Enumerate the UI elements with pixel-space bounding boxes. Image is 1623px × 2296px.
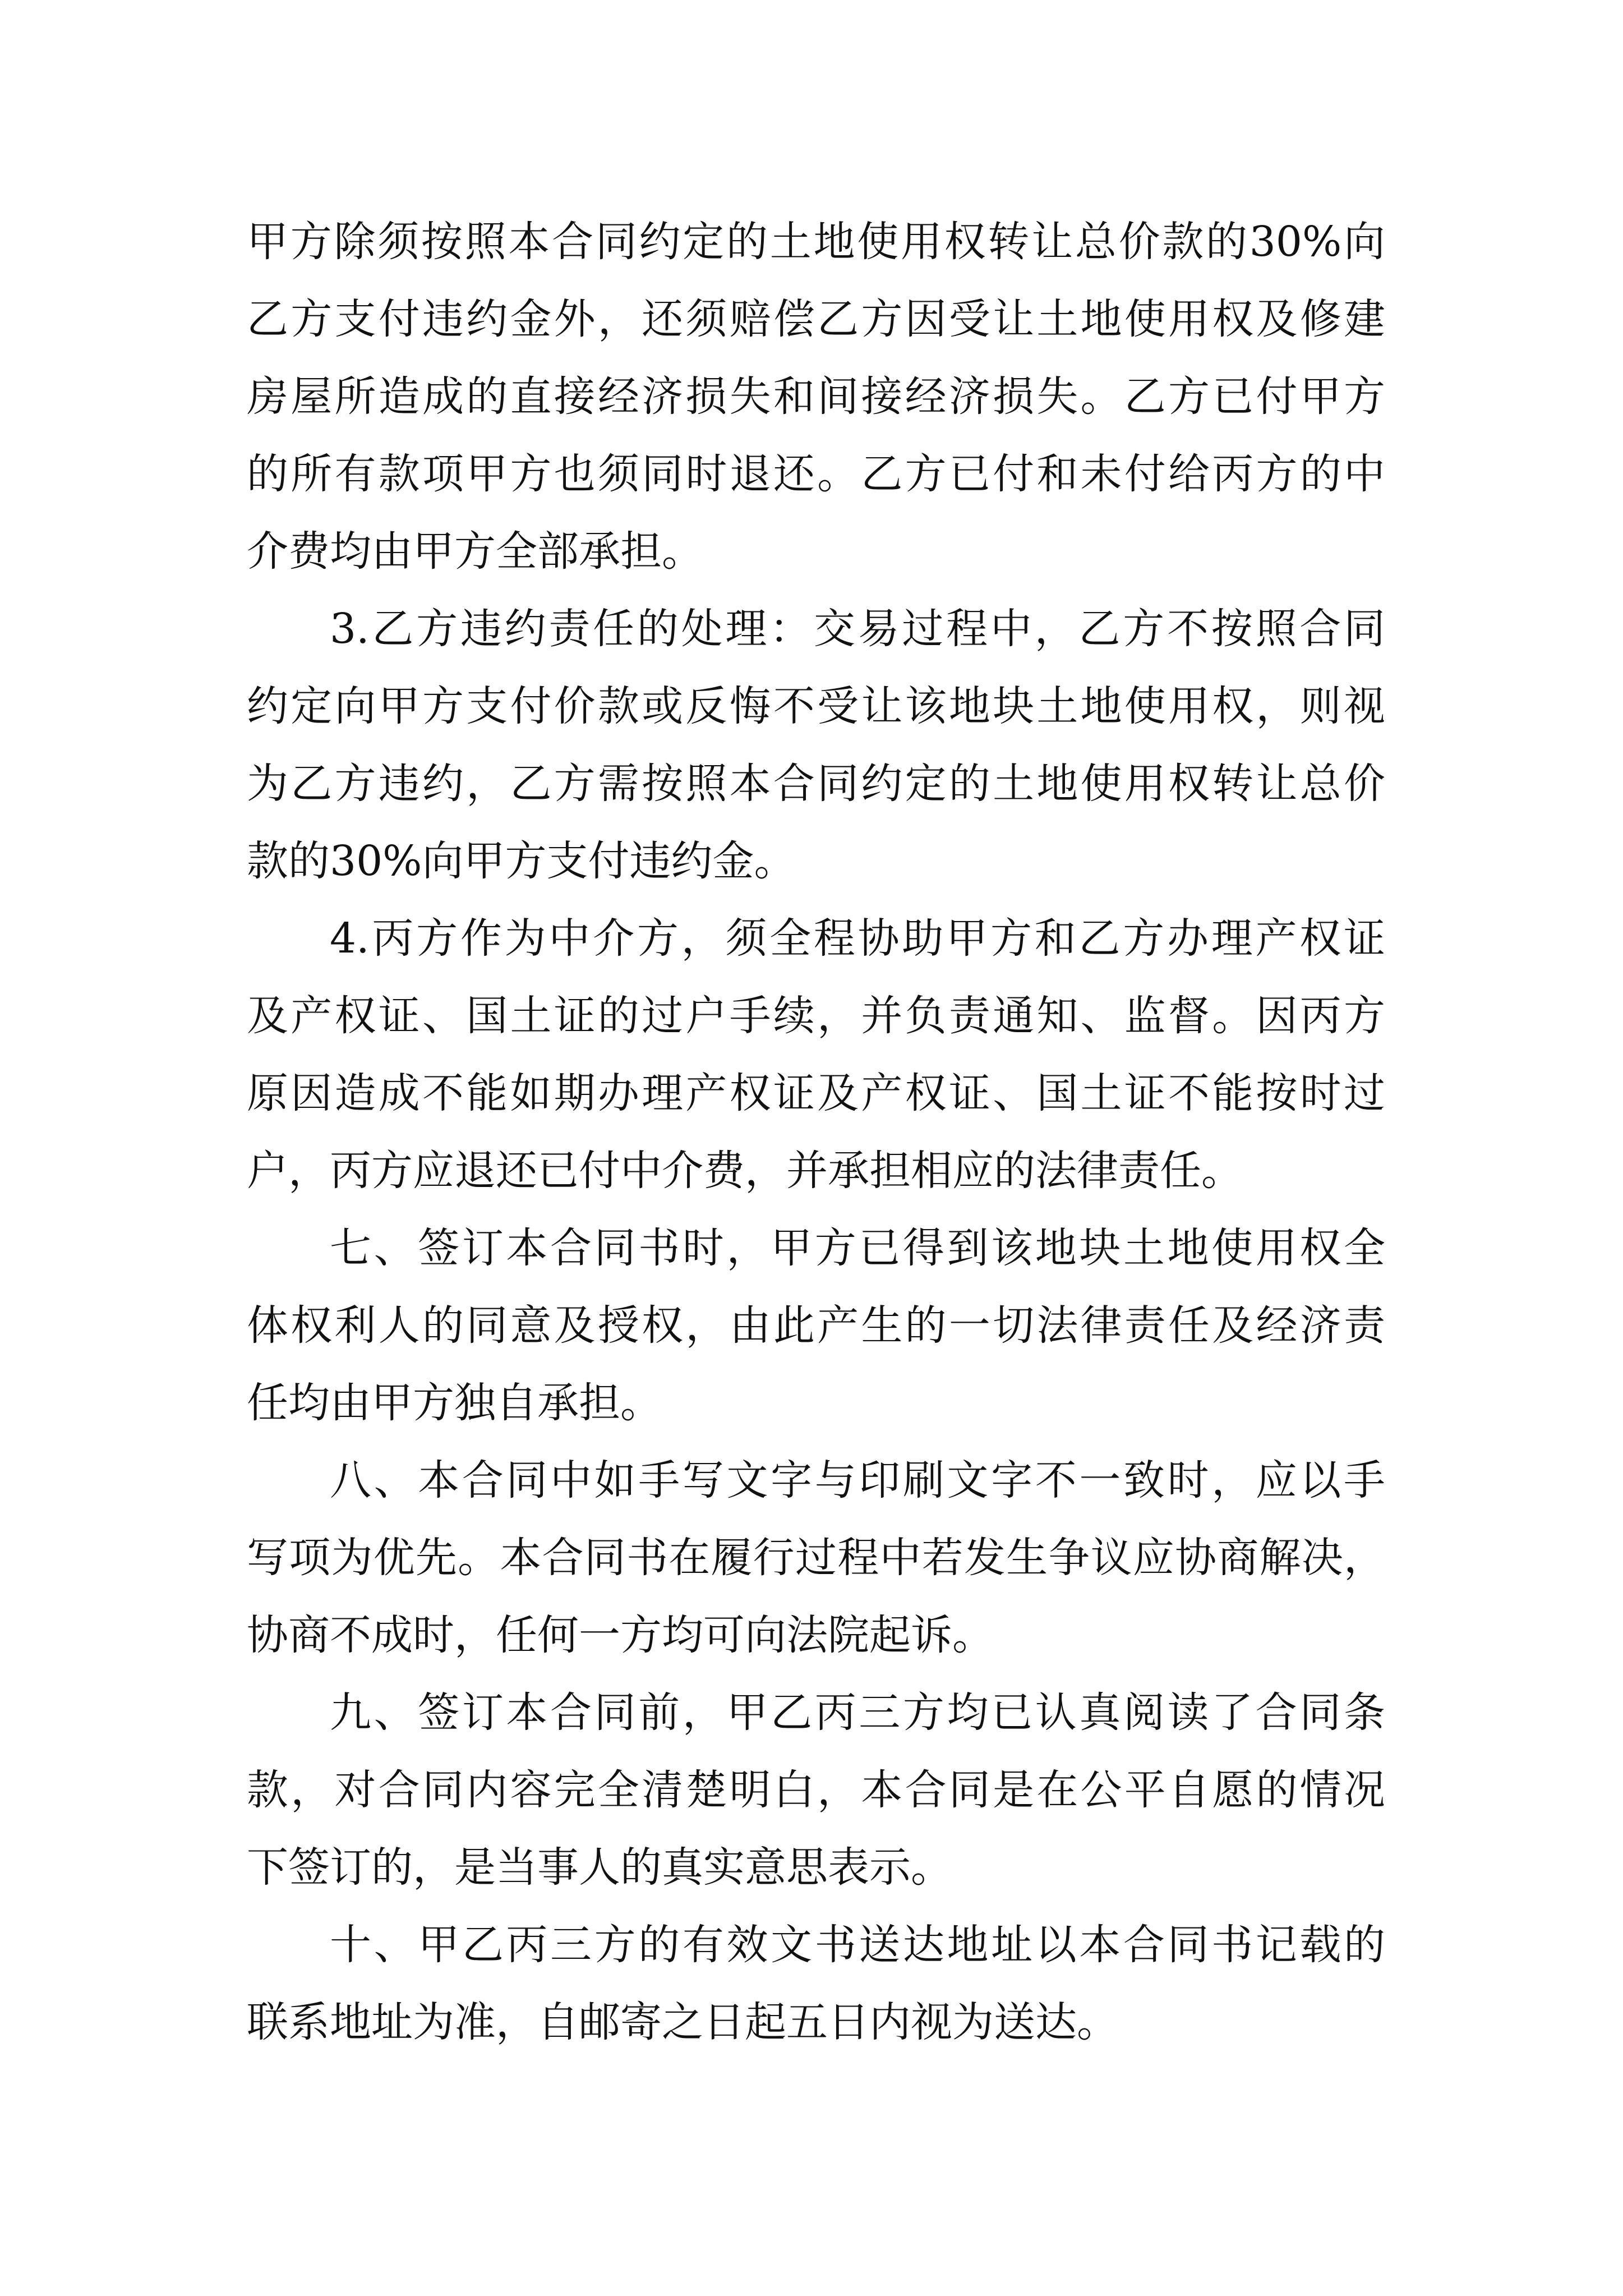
- text-line: 九、签订本合同前，甲乙丙三方均已认真阅读了合同条: [330, 1688, 1385, 1737]
- paragraph-clause-4: [247, 900, 1385, 1209]
- paragraph-continuation: [247, 203, 1385, 590]
- text-line: 户，丙方应退还已付中介费，并承担相应的法律责任。: [247, 1147, 1243, 1195]
- text-line: 为乙方违约，乙方需按照本合同约定的土地使用权转让总价: [247, 760, 1385, 808]
- text-line: 协商不成时，任何一方均可向法院起诉。: [247, 1611, 994, 1659]
- text-line: 及产权证、国土证的过户手续，并负责通知、监督。因丙方: [247, 992, 1385, 1040]
- text-line: 联系地址为准，自邮寄之日起五日内视为送达。: [247, 1998, 1118, 2046]
- text-line: 款的30%向甲方支付违约金。: [247, 837, 796, 885]
- text-line: 下签订的，是当事人的真实意思表示。: [247, 1843, 952, 1892]
- text-line: 4.丙方作为中介方，须全程协助甲方和乙方办理产权证: [330, 914, 1385, 963]
- text-line: 甲方除须按照本合同约定的土地使用权转让总价款的30%向: [247, 218, 1385, 266]
- text-line: 写项为优先。本合同书在履行过程中若发生争议应协商解决，: [247, 1534, 1385, 1582]
- text-line: 七、签订本合同书时，甲方已得到该地块土地使用权全: [330, 1224, 1385, 1272]
- text-line: 约定向甲方支付价款或反悔不受让该地块土地使用权，则视: [247, 682, 1385, 730]
- paragraph-article-7: [247, 1209, 1385, 1442]
- text-line: 的所有款项甲方也须同时退还。乙方已付和未付给丙方的中: [247, 450, 1385, 498]
- text-line: 介费均由甲方全部承担。: [247, 527, 703, 576]
- text-line: 十、甲乙丙三方的有效文书送达地址以本合同书记载的: [330, 1921, 1385, 1969]
- text-line: 3.乙方违约责任的处理：交易过程中，乙方不按照合同: [330, 605, 1385, 653]
- document-body: [247, 203, 1385, 2061]
- paragraph-article-8: [247, 1442, 1385, 1674]
- text-line: 款，对合同内容完全清楚明白，本合同是在公平自愿的情况: [247, 1766, 1385, 1814]
- paragraph-clause-3: [247, 590, 1385, 900]
- text-line: 原因造成不能如期办理产权证及产权证、国土证不能按时过: [247, 1069, 1385, 1117]
- text-line: 任均由甲方独自承担。: [247, 1379, 662, 1427]
- text-line: 体权利人的同意及授权，由此产生的一切法律责任及经济责: [247, 1301, 1385, 1350]
- paragraph-article-10: [247, 1906, 1385, 2061]
- text-line: 八、本合同中如手写文字与印刷文字不一致时，应以手: [330, 1456, 1385, 1504]
- paragraph-article-9: [247, 1674, 1385, 1906]
- text-line: 房屋所造成的直接经济损失和间接经济损失。乙方已付甲方: [247, 372, 1385, 421]
- text-line: 乙方支付违约金外，还须赔偿乙方因受让土地使用权及修建: [247, 295, 1385, 343]
